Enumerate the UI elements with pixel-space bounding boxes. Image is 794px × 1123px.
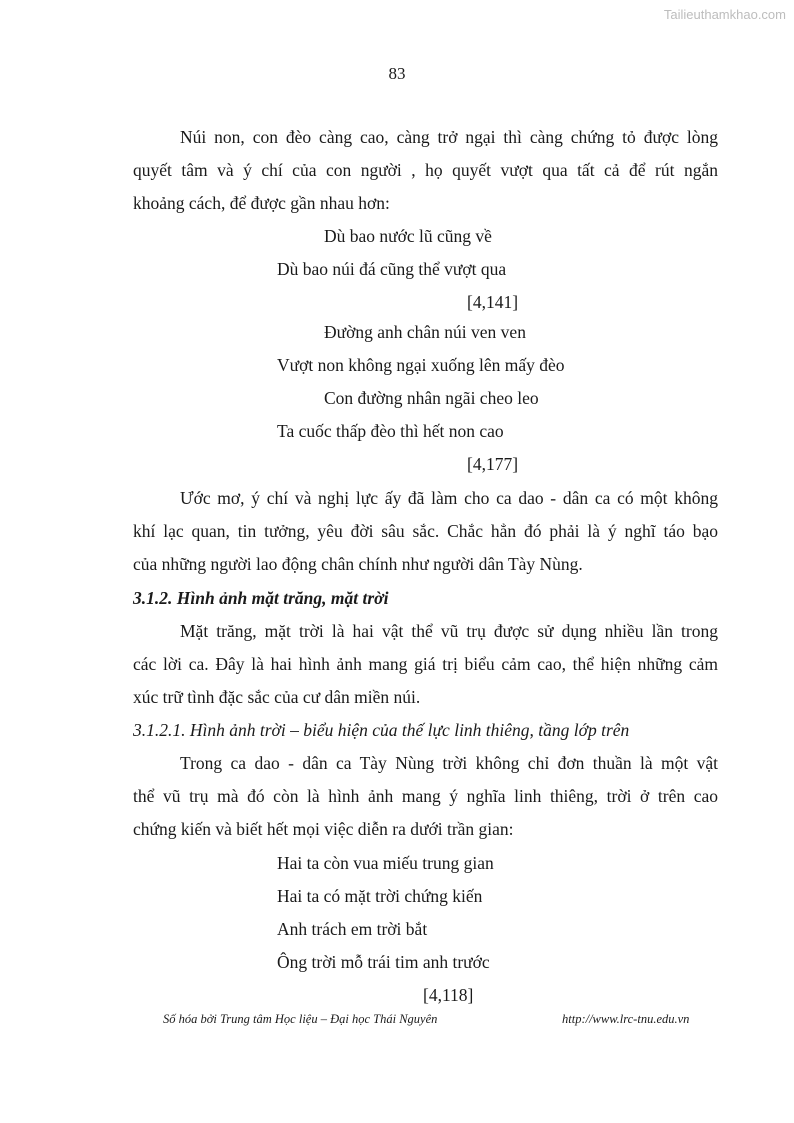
paragraph-line: chứng kiến và biết hết mọi việc diễn ra dưới trần gian: — [133, 819, 514, 839]
paragraph-line: xúc trữ tình đặc sắc của cư dân miền núi. — [133, 687, 421, 707]
paragraph-line: Ước mơ, ý chí và nghị lực ấy đã làm cho ca dao - dân ca có một không — [180, 488, 718, 508]
paragraph-line: thể vũ trụ mà đó còn là hình ảnh mang ý nghĩa linh thiêng, trời ở trên cao — [133, 786, 718, 806]
poem-line: Đường anh chân núi ven ven — [324, 322, 526, 342]
paragraph-line: của những người lao động chân chính như người dân Tày Nùng. — [133, 554, 583, 574]
poem-line: Ta cuốc thấp đèo thì hết non cao — [277, 421, 504, 441]
citation: [4,118] — [423, 985, 474, 1005]
paragraph-line: các lời ca. Đây là hai hình ảnh mang giá trị biểu cảm cao, thể hiện những cảm — [133, 654, 718, 674]
footer-url: http://www.lrc-tnu.edu.vn — [562, 1012, 690, 1026]
poem-line: Dù bao nước lũ cũng về — [324, 226, 492, 246]
paragraph-line: Mặt trăng, mặt trời là hai vật thể vũ trụ được sử dụng nhiều lần trong — [180, 621, 718, 641]
paragraph-line: khoảng cách, để được gần nhau hơn: — [133, 193, 390, 213]
poem-line: Hai ta còn vua miếu trung gian — [277, 853, 494, 873]
paragraph-line: quyết tâm và ý chí của con người , họ quyết vượt qua tất cả để rút ngắn — [133, 160, 718, 180]
watermark-text: Tailieuthamkhao.com — [663, 7, 786, 22]
poem-line: Hai ta có mặt trời chứng kiến — [277, 886, 483, 906]
poem-line: Vượt non không ngại xuống lên mấy đèo — [277, 355, 565, 375]
citation: [4,177] — [467, 454, 519, 474]
footer-source: Số hóa bởi Trung tâm Học liệu – Đại học Thái Nguyên — [163, 1012, 438, 1026]
section-heading: 3.1.2. Hình ảnh mặt trăng, mặt trời — [133, 588, 389, 608]
poem-line: Dù bao núi đá cũng thể vượt qua — [277, 259, 507, 279]
paragraph-line: khí lạc quan, tin tưởng, yêu đời sâu sắc. Chắc hẳn đó phải là ý nghĩ táo bạo — [133, 521, 718, 541]
paragraph-line: Trong ca dao - dân ca Tày Nùng trời không chỉ đơn thuần là một vật — [180, 753, 718, 773]
paragraph-line: Núi non, con đèo càng cao, càng trở ngại thì càng chứng tỏ được lòng — [180, 127, 718, 147]
page-number: 83 — [388, 64, 406, 83]
poem-line: Con đường nhân ngãi cheo leo — [324, 388, 539, 408]
poem-line: Anh trách em trời bắt — [277, 919, 428, 939]
citation: [4,141] — [467, 292, 519, 312]
poem-line: Ông trời mỗ trái tim anh trước — [277, 952, 490, 972]
subsection-heading: 3.1.2.1. Hình ảnh trời – biểu hiện của thế lực linh thiêng, tầng lớp trên — [133, 720, 630, 740]
